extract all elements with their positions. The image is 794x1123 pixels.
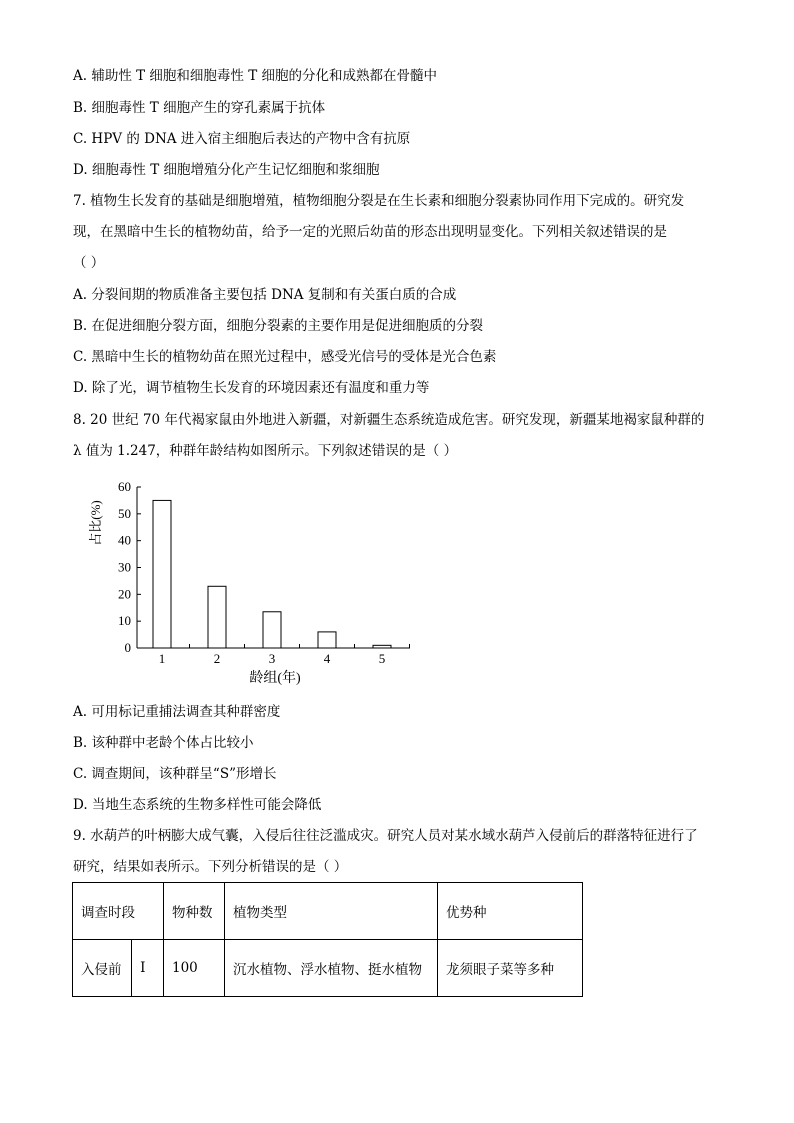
x-tick-label: 4	[323, 651, 331, 666]
q8-stem-line-2: λ 值为 1.247，种群年龄结构如图所示。下列叙述错误的是（ ）	[73, 443, 458, 459]
table-header-row	[73, 883, 583, 940]
q8-option-b: B. 该种群中老龄个体占比较小	[73, 735, 254, 751]
bar	[263, 612, 281, 648]
y-axis-label: 占比(%)	[88, 500, 103, 546]
q6-option-c: C. HPV 的 DNA 进入宿主细胞后表达的产物中含有抗原	[73, 131, 411, 147]
q8-option-c: C. 调查期间，该种群呈“S”形增长	[73, 766, 277, 782]
bar	[208, 586, 226, 648]
table-row	[73, 940, 583, 997]
q6-option-d: D. 细胞毒性 T 细胞增殖分化产生记忆细胞和浆细胞	[73, 162, 380, 178]
x-tick-label: 5	[378, 651, 386, 666]
y-tick-label: 10	[118, 613, 131, 629]
q7-option-c: C. 黑暗中生长的植物幼苗在照光过程中，感受光信号的受体是光合色素	[73, 349, 497, 365]
y-tick-label: 40	[118, 532, 131, 548]
q8-option-d: D. 当地生态系统的生物多样性可能会降低	[73, 797, 322, 813]
age-structure-chart-svg	[80, 478, 420, 688]
q9-stem-line-1: 9. 水葫芦的叶柄膨大成气囊，入侵后往往泛滥成灾。研究人员对某水域水葫芦入侵前后的群落特征进行了	[73, 828, 698, 844]
q7-stem-line-3: （ ）	[73, 255, 105, 271]
cell-period: 入侵前	[73, 940, 132, 997]
age-structure-chart	[80, 478, 420, 688]
cell-roman: I	[132, 940, 164, 997]
y-tick-label: 0	[124, 640, 131, 655]
y-tick-label: 50	[118, 505, 131, 521]
q8-option-a: A. 可用标记重捕法调查其种群密度	[73, 704, 281, 720]
bars-layer	[153, 500, 391, 648]
invasion-table	[72, 882, 583, 997]
q6-option-b: B. 细胞毒性 T 细胞产生的穿孔素属于抗体	[73, 100, 326, 116]
bar	[318, 632, 336, 648]
x-tick-label: 1	[158, 651, 166, 666]
bar	[153, 500, 171, 648]
y-tick-label: 60	[118, 479, 131, 494]
header-period: 调查时段	[73, 883, 164, 940]
q6-option-a: A. 辅助性 T 细胞和细胞毒性 T 细胞的分化和成熟都在骨髓中	[73, 68, 438, 84]
cell-dominant-species: 龙须眼子菜等多种	[438, 940, 583, 997]
q9-stem-line-2: 研究，结果如表所示。下列分析错误的是（ ）	[73, 859, 348, 875]
q8-stem-line-1: 8. 20 世纪 70 年代褐家鼠由外地进入新疆，对新疆生态系统造成危害。研究发现，新疆某地褐家鼠种群的	[73, 412, 705, 428]
header-plant-type: 植物类型	[225, 883, 438, 940]
x-axis-label: 龄组(年)	[249, 671, 301, 686]
y-tick-label: 30	[118, 559, 131, 575]
q7-option-a: A. 分裂间期的物质准备主要包括 DNA 复制和有关蛋白质的合成	[73, 287, 457, 303]
cell-plant-type: 沉水植物、浮水植物、挺水植物	[225, 940, 438, 997]
x-tick-label: 2	[213, 651, 221, 666]
q7-option-d: D. 除了光，调节植物生长发育的环境因素还有温度和重力等	[73, 380, 430, 396]
x-tick-label: 3	[268, 651, 276, 666]
header-species-count: 物种数	[164, 883, 225, 940]
header-dominant-species: 优势种	[438, 883, 583, 940]
q7-stem-line-2: 现，在黑暗中生长的植物幼苗，给予一定的光照后幼苗的形态出现明显变化。下列相关叙述错误的是	[73, 224, 667, 240]
q7-option-b: B. 在促进细胞分裂方面，细胞分裂素的主要作用是促进细胞质的分裂	[73, 318, 484, 334]
q7-stem-line-1: 7. 植物生长发育的基础是细胞增殖，植物细胞分裂是在生长素和细胞分裂素协同作用下完成的。研究发	[73, 193, 685, 209]
y-tick-label: 20	[118, 586, 131, 602]
cell-species-count: 100	[164, 940, 225, 997]
